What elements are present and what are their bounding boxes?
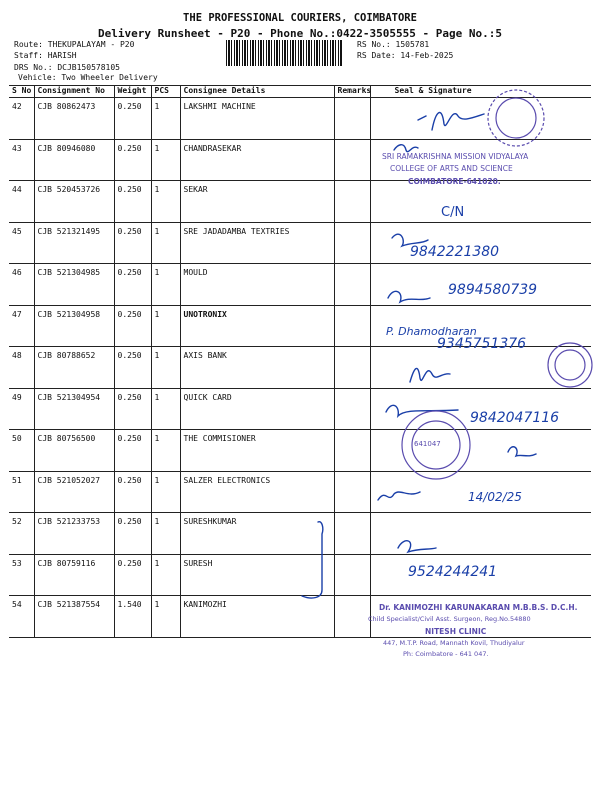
consignee-cell: QUICK CARD — [180, 388, 334, 430]
col-header: S No — [9, 86, 34, 98]
table-header-row — [9, 86, 591, 98]
consignment-cell: CJB 521387554 — [34, 596, 114, 638]
col-header: PCS — [151, 86, 180, 98]
consignee-cell: AXIS BANK — [180, 347, 334, 389]
consignment-cell: CJB 521052027 — [34, 471, 114, 513]
pcs-cell: 1 — [151, 305, 180, 347]
sno-cell: 48 — [9, 347, 34, 389]
consignee-cell: MOULD — [180, 264, 334, 306]
consignment-cell: CJB 80788652 — [34, 347, 114, 389]
pcs-cell: 1 — [151, 471, 180, 513]
signature-cell — [370, 430, 591, 472]
sno-cell: 53 — [9, 554, 34, 596]
consignment-cell: CJB 80756500 — [34, 430, 114, 472]
barcode — [226, 40, 342, 66]
sno-cell: 44 — [9, 181, 34, 223]
handwritten-phone: 9842047116 — [470, 410, 560, 426]
remarks-cell — [334, 513, 370, 555]
college-stamp-line: COLLEGE OF ARTS AND SCIENCE — [390, 164, 513, 173]
rs-number: RS No.: 1505781 — [357, 40, 430, 49]
consignment-cell: CJB 521304954 — [34, 388, 114, 430]
sno-cell: 46 — [9, 264, 34, 306]
pcs-cell: 1 — [151, 98, 180, 140]
pcs-cell: 1 — [151, 513, 180, 555]
signature-cell — [370, 181, 591, 223]
col-header: Consignment No — [34, 86, 114, 98]
consignment-cell: CJB 521321495 — [34, 222, 114, 264]
weight-cell: 0.250 — [114, 305, 151, 347]
remarks-cell — [334, 347, 370, 389]
consignee-cell: LAKSHMI MACHINE — [180, 98, 334, 140]
rs-date: RS Date: 14-Feb-2025 — [357, 51, 454, 60]
remarks-cell — [334, 388, 370, 430]
pcs-cell: 1 — [151, 430, 180, 472]
remarks-cell — [334, 471, 370, 513]
clinic-stamp-line: NITESH CLINIC — [425, 627, 487, 636]
table-row — [9, 181, 591, 223]
pcs-cell: 1 — [151, 181, 180, 223]
signature-cell — [370, 347, 591, 389]
remarks-cell — [334, 181, 370, 223]
remarks-cell — [334, 98, 370, 140]
handwritten-phone: 9842221380 — [410, 244, 500, 260]
remarks-cell — [334, 596, 370, 638]
handwritten-date: 14/02/25 — [468, 490, 522, 504]
sno-cell: 54 — [9, 596, 34, 638]
signature-cell — [370, 513, 591, 555]
handwritten-phone: 9345751376 — [437, 336, 527, 352]
clinic-stamp-line: Child Specialist/Civil Asst. Surgeon, Reg.No.54880 — [368, 615, 531, 623]
table-row — [9, 513, 591, 555]
vehicle-label: Vehicle: Two Wheeler Delivery — [18, 73, 158, 82]
table-row — [9, 430, 591, 472]
route-label: Route: THEKUPALAYAM - P20 — [14, 40, 135, 49]
pcs-cell: 1 — [151, 222, 180, 264]
col-header: Seal & Signature — [370, 86, 591, 98]
pcs-cell: 1 — [151, 388, 180, 430]
clinic-stamp-line: Ph: Coimbatore - 641 047. — [403, 650, 489, 658]
runsheet-subtitle: Delivery Runsheet - P20 - Phone No.:0422-3505555 - Page No.:5 — [98, 27, 502, 40]
weight-cell: 0.250 — [114, 388, 151, 430]
weight-cell: 0.250 — [114, 264, 151, 306]
sno-cell: 45 — [9, 222, 34, 264]
consignee-cell: SURESH — [180, 554, 334, 596]
handwritten-phone: 9894580739 — [448, 282, 538, 298]
table-row — [9, 98, 591, 140]
pcs-cell: 1 — [151, 139, 180, 181]
round-stamp-text: 641047 — [414, 440, 441, 448]
remarks-cell — [334, 430, 370, 472]
weight-cell: 0.250 — [114, 222, 151, 264]
pcs-cell: 1 — [151, 347, 180, 389]
college-stamp-line: COIMBATORE-641020. — [408, 177, 501, 186]
remarks-cell — [334, 554, 370, 596]
handwritten-name: P. Dhamodharan — [386, 325, 477, 338]
sno-cell: 51 — [9, 471, 34, 513]
weight-cell: 0.250 — [114, 347, 151, 389]
consignment-cell: CJB 520453726 — [34, 181, 114, 223]
consignment-cell: CJB 80946080 — [34, 139, 114, 181]
consignee-cell: CHANDRASEKAR — [180, 139, 334, 181]
handwritten-cn: C/N — [441, 205, 465, 220]
clinic-stamp-line: Dr. KANIMOZHI KARUNAKARAN M.B.B.S. D.C.H. — [379, 603, 578, 612]
weight-cell: 0.250 — [114, 554, 151, 596]
sno-cell: 49 — [9, 388, 34, 430]
weight-cell: 1.540 — [114, 596, 151, 638]
remarks-cell — [334, 305, 370, 347]
table-row — [9, 347, 591, 389]
col-header: Remarks — [334, 86, 370, 98]
remarks-cell — [334, 222, 370, 264]
consignment-cell: CJB 80759116 — [34, 554, 114, 596]
sno-cell: 50 — [9, 430, 34, 472]
signature-cell — [370, 98, 591, 140]
sno-cell: 52 — [9, 513, 34, 555]
col-header: Weight — [114, 86, 151, 98]
table-row — [9, 222, 591, 264]
handwritten-phone: 9524244241 — [408, 564, 498, 580]
weight-cell: 0.250 — [114, 181, 151, 223]
consignee-cell: THE COMMISIONER — [180, 430, 334, 472]
consignee-cell: UNOTRONIX — [180, 305, 334, 347]
sno-cell: 42 — [9, 98, 34, 140]
weight-cell: 0.250 — [114, 513, 151, 555]
sno-cell: 47 — [9, 305, 34, 347]
college-stamp-line: SRI RAMAKRISHNA MISSION VIDYALAYA — [382, 152, 529, 161]
sno-cell: 43 — [9, 139, 34, 181]
weight-cell: 0.250 — [114, 139, 151, 181]
remarks-cell — [334, 139, 370, 181]
clinic-stamp-line: 447, M.T.P. Road, Mannath Kovil, Thudiyalur — [383, 639, 525, 647]
table-row — [9, 554, 591, 596]
consignment-cell: CJB 521304985 — [34, 264, 114, 306]
staff-label: Staff: HARISH — [14, 51, 77, 60]
pcs-cell: 1 — [151, 596, 180, 638]
consignment-cell: CJB 80862473 — [34, 98, 114, 140]
weight-cell: 0.250 — [114, 430, 151, 472]
consignment-cell: CJB 521304958 — [34, 305, 114, 347]
consignment-cell: CJB 521233753 — [34, 513, 114, 555]
consignee-cell: SEKAR — [180, 181, 334, 223]
company-title: THE PROFESSIONAL COURIERS, COIMBATORE — [183, 12, 417, 24]
weight-cell: 0.250 — [114, 471, 151, 513]
consignee-cell: SURESHKUMAR — [180, 513, 334, 555]
pcs-cell: 1 — [151, 554, 180, 596]
consignee-cell: SALZER ELECTRONICS — [180, 471, 334, 513]
drs-label: DRS No.: DCJB150578105 — [14, 63, 120, 72]
consignee-cell: KANIMOZHI — [180, 596, 334, 638]
consignee-cell: SRE JADADAMBA TEXTRIES — [180, 222, 334, 264]
pcs-cell: 1 — [151, 264, 180, 306]
col-header: Consignee Details — [180, 86, 334, 98]
remarks-cell — [334, 264, 370, 306]
weight-cell: 0.250 — [114, 98, 151, 140]
